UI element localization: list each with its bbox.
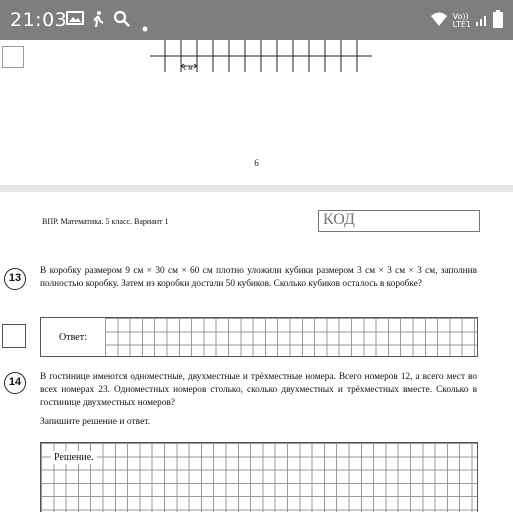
status-bar xyxy=(0,0,513,40)
walking-person-icon xyxy=(90,10,106,32)
question-13-text: В коробку размером 9 см × 30 см × 60 см плотно уложили кубики размером 3 см × 3 см × 3 см, заполнив полностью коробку. Затем из коробки достали 50 кубиков. Сколько кубиков осталось в коробке? xyxy=(40,266,477,289)
answer-label: Ответ: xyxy=(59,332,87,343)
exam-title: ВПР. Математика. 5 класс. Вариант 1 xyxy=(42,217,169,226)
question-14-solution-box[interactable] xyxy=(40,442,478,512)
answer-grid xyxy=(105,318,477,356)
question-14-number: 14 xyxy=(4,372,26,394)
instruction-text: Запишите решение и ответ. xyxy=(40,417,151,427)
scale-label: 1 м xyxy=(183,64,193,72)
gallery-icon xyxy=(66,10,84,30)
question-14-text: В гостинице имеются одноместные, двухместные и трёхместные номера. Всего номеров 12, а всего мест во всех номерах 23. Одноместных номеров столько, сколько двухместных и трёхместных вместе. Сколько в гостинице двухместных номеров? xyxy=(40,372,477,408)
clock: 21:03 xyxy=(10,9,68,31)
battery-icon xyxy=(493,10,503,32)
question-13-answer-box[interactable] xyxy=(40,317,478,357)
code-field[interactable] xyxy=(318,210,480,232)
page-6 xyxy=(0,40,513,185)
notification-dot-icon xyxy=(142,17,148,36)
volte-indicator: Vo)) LTE1 xyxy=(452,12,471,29)
search-icon xyxy=(113,10,131,32)
code-label: КОД xyxy=(323,211,355,228)
page-7 xyxy=(0,192,513,512)
status-right xyxy=(429,10,503,32)
question-13-checkbox[interactable] xyxy=(2,324,26,348)
answer-checkbox[interactable] xyxy=(2,46,24,68)
page-number: 6 xyxy=(254,158,259,168)
solution-label: Решение. xyxy=(51,451,97,464)
wifi-icon xyxy=(429,11,449,31)
page-separator xyxy=(0,185,513,192)
question-13-number: 13 xyxy=(4,268,26,290)
signal-icon xyxy=(475,12,489,31)
